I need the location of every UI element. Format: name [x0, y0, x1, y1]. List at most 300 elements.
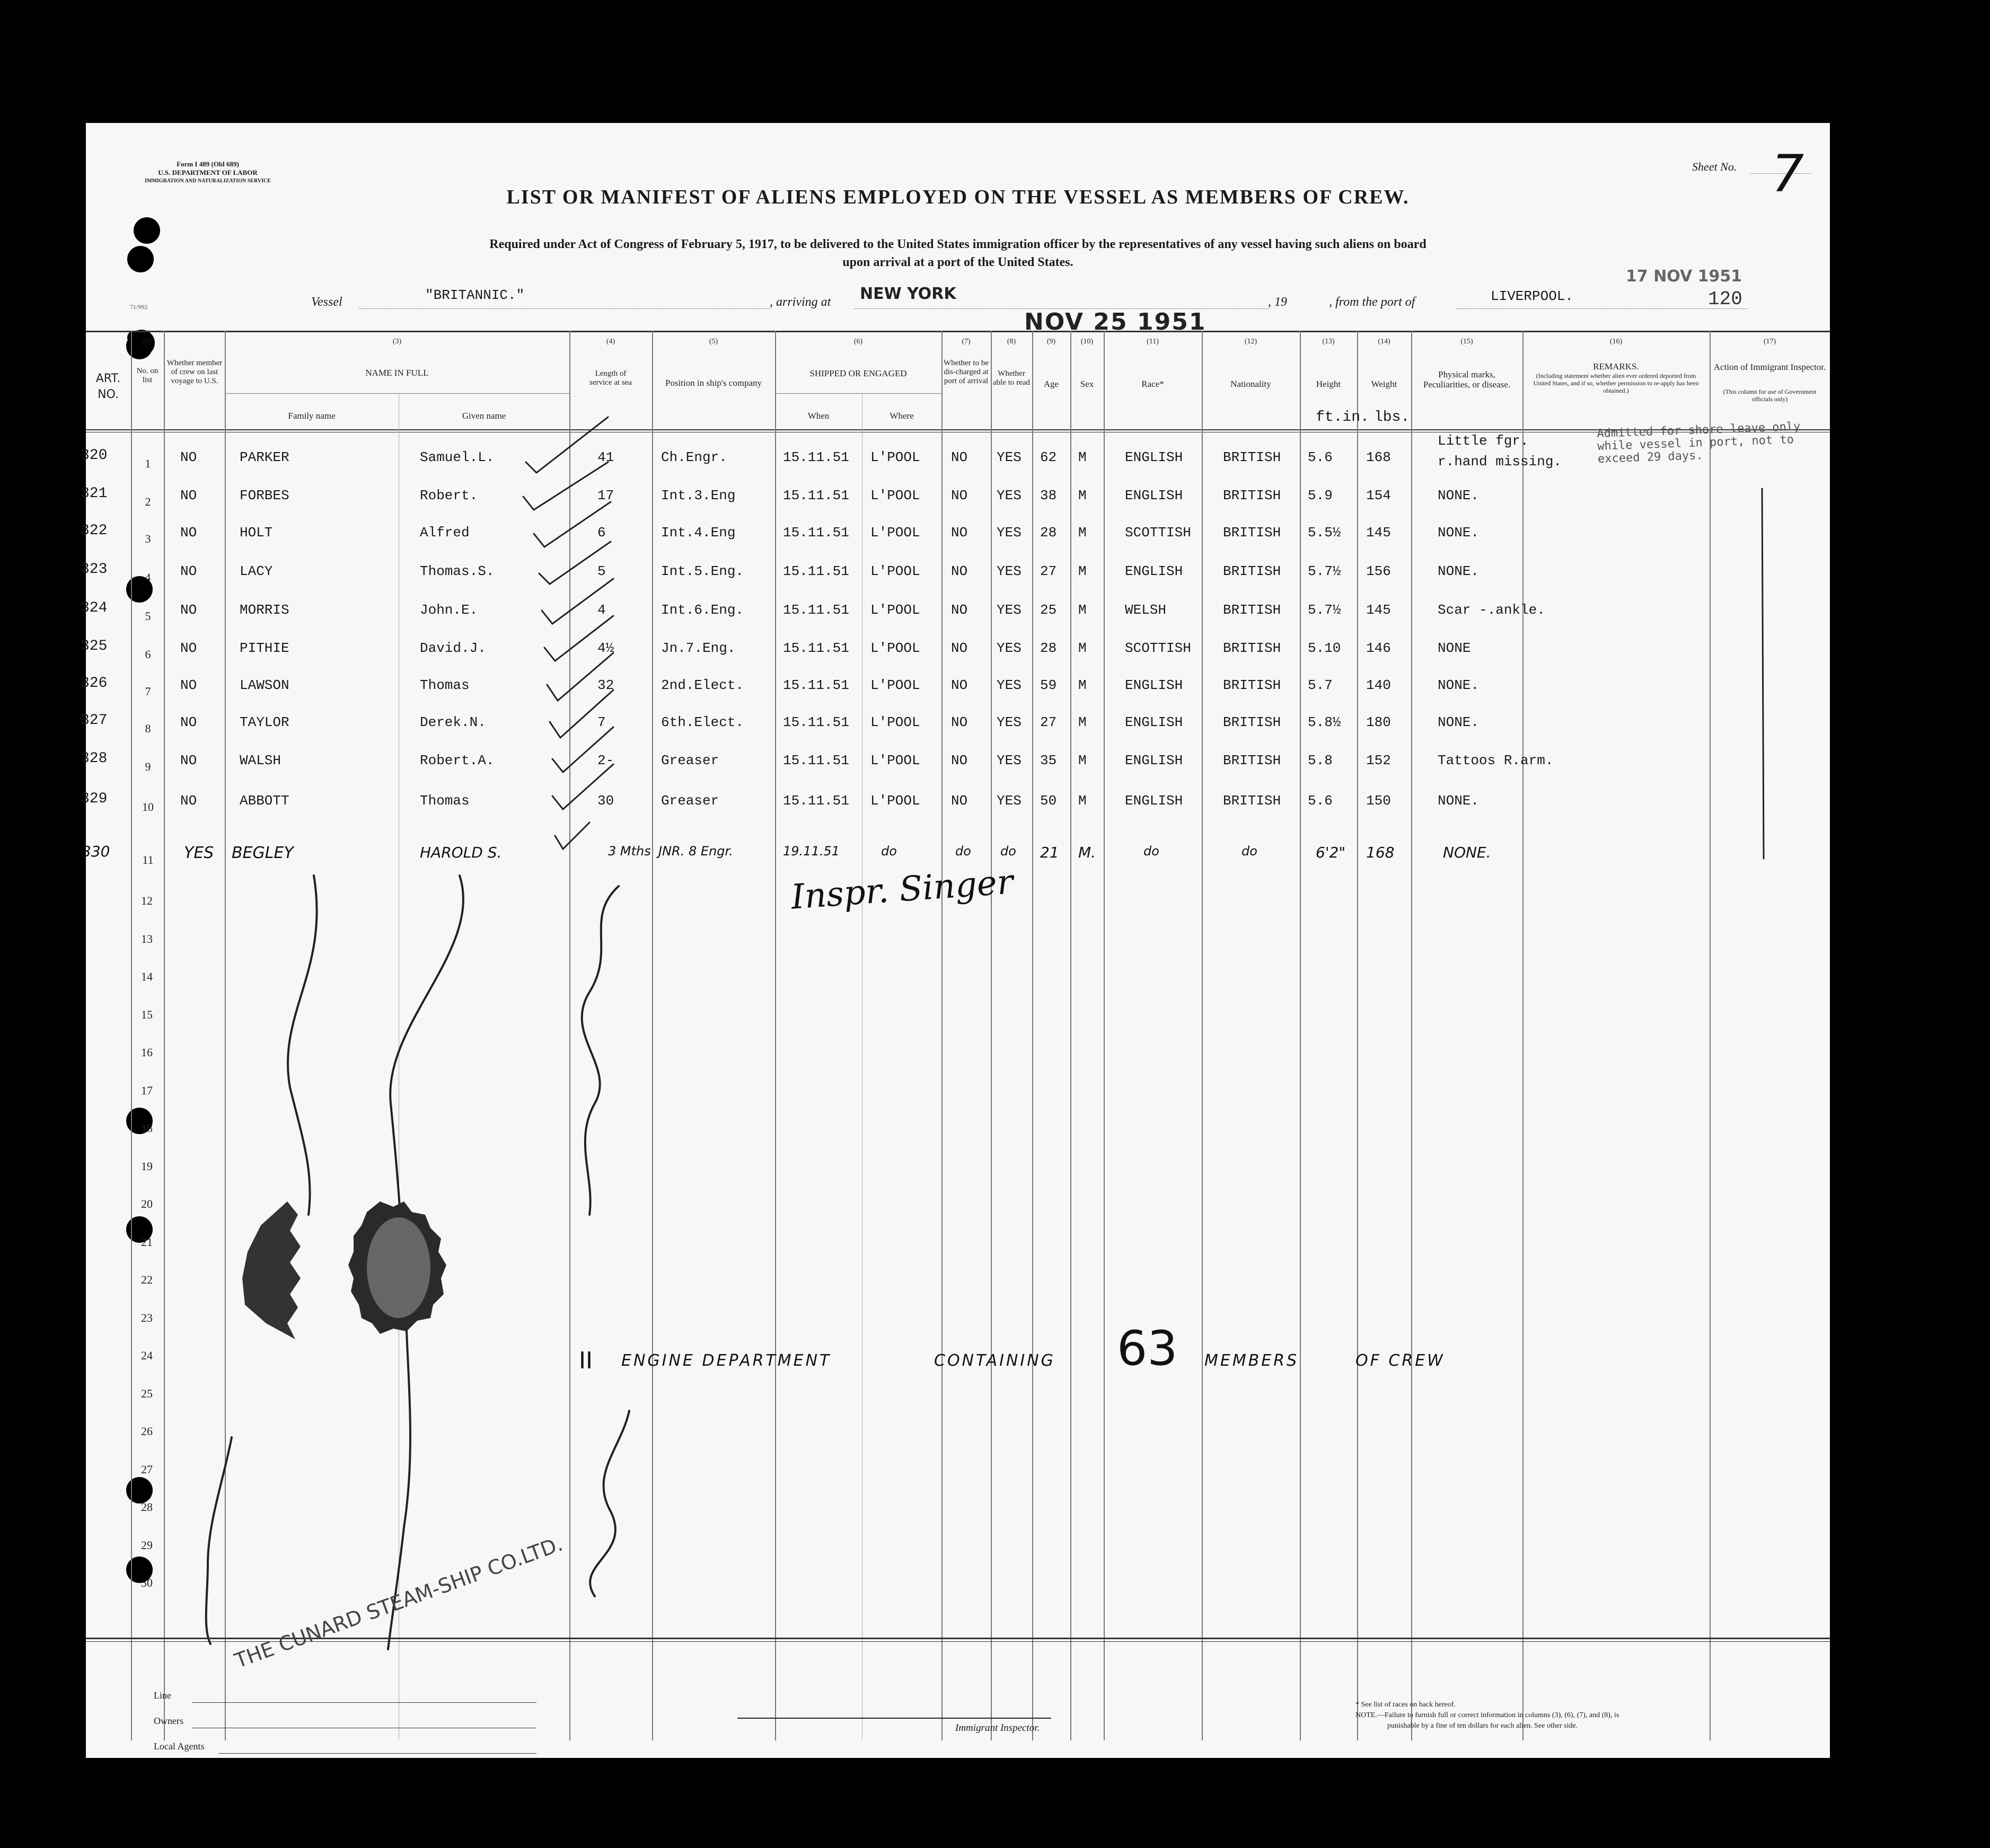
row-number: 20: [141, 1197, 153, 1210]
crew-last-voyage: NO: [180, 449, 197, 465]
art-number: 324: [81, 600, 108, 616]
shipped-engaged-header: SHIPPED OR ENGAGED: [809, 368, 907, 378]
column-number: (7): [962, 338, 971, 346]
age: 38: [1040, 488, 1057, 503]
members-text: MEMBERS: [1204, 1351, 1299, 1370]
height: 5.5½: [1308, 525, 1341, 541]
length-of-service: 30: [597, 793, 614, 809]
shipped-when: 19.11.51: [783, 844, 840, 859]
discharged: NO: [951, 488, 968, 503]
height: 5.9: [1308, 488, 1333, 503]
shipped-when: 15.11.51: [783, 793, 849, 809]
notary-seal-right: [348, 1201, 446, 1334]
shipped-when: 15.11.51: [783, 602, 849, 618]
given-name: Alfred: [420, 525, 470, 541]
physical-marks-continued: r.hand missing.: [1438, 454, 1562, 470]
row-number: 25: [141, 1386, 153, 1400]
shipped-where: L'POOL: [870, 449, 920, 465]
row-number: 9: [145, 760, 151, 773]
row-number: 21: [141, 1235, 153, 1249]
family-name: MORRIS: [240, 602, 289, 618]
age: 25: [1040, 602, 1057, 618]
sex: M: [1078, 449, 1087, 465]
page-title: LIST OR MANIFEST OF ALIENS EMPLOYED ON THE VESSEL AS MEMBERS OF CREW.: [506, 186, 1410, 208]
physical-marks: Tattoos R.arm.: [1438, 753, 1554, 768]
when-header: When: [807, 411, 830, 421]
able-to-read: YES: [997, 793, 1022, 809]
discharged: NO: [951, 714, 968, 730]
discharged: NO: [951, 563, 968, 579]
crew-last-voyage: NO: [180, 677, 197, 693]
age: 35: [1040, 753, 1057, 768]
length-of-service: 41: [597, 449, 614, 465]
length-of-service: 2-: [597, 753, 614, 768]
column-number: (4): [606, 338, 615, 346]
discharged: NO: [951, 753, 968, 768]
row-number: 18: [141, 1121, 153, 1135]
weight: 156: [1366, 563, 1391, 579]
check-mark: [526, 417, 608, 473]
races-note: * See list of races on back hereof.: [1355, 1701, 1456, 1709]
position: Jn.7.Eng.: [661, 640, 736, 656]
sex: M: [1078, 525, 1087, 541]
able-to-read: do: [1000, 844, 1016, 859]
race: ENGLISH: [1125, 677, 1183, 693]
position: Greaser: [661, 753, 719, 768]
position: Int.5.Eng.: [661, 563, 744, 579]
length-of-service: 32: [597, 677, 614, 693]
height-units: ft.in.: [1316, 409, 1369, 426]
shipped-where: do: [881, 844, 897, 859]
position: Int.4.Eng: [661, 525, 736, 541]
shipped-when: 15.11.51: [783, 677, 849, 693]
remarks-note: (Including statement whether alien ever ordered deported from United States, and if so, whether permission to re-apply has been obtained.): [1533, 372, 1699, 394]
department-numeral: II: [579, 1347, 593, 1374]
action-note: (This column for use of Government officials only): [1723, 388, 1817, 403]
given-name: Thomas: [420, 677, 470, 693]
able-to-read: YES: [997, 525, 1022, 541]
inspector-signature: Inspr. Singer: [789, 862, 1015, 917]
length-of-service: 7: [597, 714, 606, 730]
age-header: Age: [1043, 379, 1059, 389]
given-name: HAROLD S.: [420, 844, 502, 861]
column-number: (16): [1609, 338, 1623, 346]
age: 28: [1040, 525, 1057, 541]
departure-date-stamp: 17 NOV 1951: [1626, 267, 1742, 286]
age: 27: [1040, 563, 1057, 579]
nationality: BRITISH: [1223, 714, 1281, 730]
shipped-where: L'POOL: [870, 714, 920, 730]
year-label: , 19: [1268, 295, 1287, 309]
sex-header: Sex: [1080, 379, 1094, 389]
age: 21: [1040, 844, 1059, 861]
height: 5.8½: [1308, 714, 1341, 730]
column-number: (10): [1080, 338, 1094, 346]
age: 62: [1040, 449, 1057, 465]
sheet-number: 7: [1772, 144, 1804, 204]
physical-marks: NONE.: [1438, 793, 1480, 809]
position: Int.3.Eng: [661, 488, 736, 503]
race: ENGLISH: [1125, 449, 1183, 465]
crew-last-voyage: NO: [180, 753, 197, 768]
row-number: 29: [141, 1538, 153, 1552]
discharged: do: [955, 844, 971, 859]
shipped-where: L'POOL: [870, 563, 920, 579]
column-number: (6): [853, 338, 863, 346]
able-to-read: YES: [997, 563, 1022, 579]
shore-leave-remark: Admitted for shore leave only while vessel in port, not to exceed 29 days.: [1596, 420, 1801, 466]
nationality: BRITISH: [1223, 753, 1281, 768]
race: ENGLISH: [1125, 563, 1183, 579]
form-number: Form I 489 (Old 689): [177, 160, 239, 168]
physical-marks: Little fgr.: [1438, 433, 1529, 449]
given-name: Derek.N.: [420, 714, 486, 730]
physical-marks: NONE.: [1438, 488, 1480, 503]
art-number: 320: [81, 447, 108, 464]
able-read-header: Whether able to read: [993, 369, 1030, 387]
nationality: BRITISH: [1223, 525, 1281, 541]
race: ENGLISH: [1125, 793, 1183, 809]
sheet-label: Sheet No.: [1692, 160, 1737, 173]
age: 59: [1040, 677, 1057, 693]
height: 5.7½: [1308, 563, 1341, 579]
age: 28: [1040, 640, 1057, 656]
art-number: 321: [81, 485, 108, 502]
row-number: 24: [141, 1349, 153, 1362]
shipped-when: 15.11.51: [783, 488, 849, 503]
column-number: (15): [1460, 338, 1473, 346]
from-port-label: , from the port of: [1329, 295, 1415, 309]
length-of-service: 4: [597, 602, 606, 618]
row-number: 14: [141, 970, 153, 983]
no-on-list-header: No. on list: [136, 367, 159, 384]
length-of-service: 6: [597, 525, 606, 541]
physical-marks: NONE.: [1438, 525, 1480, 541]
containing-text: CONTAINING: [934, 1351, 1055, 1370]
column-number: (8): [1007, 338, 1016, 346]
family-name: ABBOTT: [240, 793, 289, 809]
row-number: 23: [141, 1311, 153, 1324]
physical-marks-header: Physical marks, Peculiarities, or disease.: [1423, 369, 1511, 390]
height: 5.7: [1308, 677, 1333, 693]
discharged: NO: [951, 640, 968, 656]
line-label: Line: [154, 1690, 171, 1701]
sex: M: [1078, 602, 1087, 618]
sex: M: [1078, 753, 1087, 768]
ditto-squiggle: [206, 1437, 232, 1644]
sex: M: [1078, 677, 1087, 693]
owners-label: Owners: [154, 1716, 183, 1726]
row-number: 12: [141, 894, 153, 907]
age: 50: [1040, 793, 1057, 809]
race: ENGLISH: [1125, 488, 1183, 503]
weight: 145: [1366, 525, 1391, 541]
position: Int.6.Eng.: [661, 602, 744, 618]
local-agents-label: Local Agents: [154, 1741, 205, 1752]
length-of-service: 17: [597, 488, 614, 503]
weight: 140: [1366, 677, 1391, 693]
row-number: 27: [141, 1462, 153, 1476]
check-mark: [547, 653, 613, 701]
crew-last-voyage: NO: [180, 714, 197, 730]
nationality: BRITISH: [1223, 640, 1281, 656]
shipped-where: L'POOL: [870, 677, 920, 693]
physical-marks: NONE.: [1438, 714, 1480, 730]
family-name: PARKER: [240, 449, 289, 465]
family-name: LACY: [240, 563, 273, 579]
height: 5.8: [1308, 753, 1333, 768]
able-to-read: YES: [997, 753, 1022, 768]
able-to-read: YES: [997, 714, 1022, 730]
nationality: BRITISH: [1223, 793, 1281, 809]
physical-marks: NONE.: [1438, 563, 1480, 579]
height: 6'2": [1316, 844, 1346, 861]
column-number: (11): [1147, 338, 1159, 346]
position: 6th.Elect.: [661, 714, 744, 730]
column-number: (5): [709, 338, 718, 346]
arriving-port: NEW YORK: [860, 285, 956, 303]
punch-hole: [126, 333, 153, 359]
row-number: 22: [141, 1273, 153, 1286]
penalty-note: NOTE.—Failure to furnish full or correct information in columns (3), (6), (7), and (8), is: [1355, 1711, 1619, 1719]
sex: M: [1078, 563, 1087, 579]
crew-last-voyage: NO: [180, 793, 197, 809]
height: 5.7½: [1308, 602, 1341, 618]
where-header: Where: [890, 411, 914, 421]
crew-count: 63: [1117, 1321, 1178, 1376]
race: ENGLISH: [1125, 714, 1183, 730]
height: 5.6: [1308, 793, 1333, 809]
row-number: 1: [145, 457, 151, 470]
race-header: Race*: [1141, 379, 1164, 389]
footer-notes: [1355, 1700, 1619, 1731]
crew-last-voyage-header: Whether member of crew on last voyage to U.S.: [166, 359, 223, 385]
art-number: 327: [81, 712, 108, 729]
sex: M: [1078, 640, 1087, 656]
position: JNR. 8 Engr.: [658, 844, 733, 859]
given-name: Robert.: [420, 488, 478, 503]
shipped-when: 15.11.51: [783, 640, 849, 656]
length-of-service: 4½: [597, 640, 614, 656]
check-mark: [550, 690, 613, 738]
shipped-when: 15.11.51: [783, 714, 849, 730]
given-name: Thomas: [420, 793, 470, 809]
column-number: (9): [1046, 338, 1056, 346]
crew-last-voyage: NO: [180, 488, 197, 503]
of-crew-text: OF CREW: [1355, 1351, 1445, 1370]
row-number: 4: [145, 571, 151, 584]
crew-last-voyage: NO: [180, 525, 197, 541]
art-no-header: ART. NO.: [95, 372, 121, 401]
sex: M.: [1078, 844, 1096, 861]
weight-header: Weight: [1371, 379, 1397, 389]
row-number: 13: [141, 932, 153, 945]
weight: 168: [1366, 449, 1391, 465]
shipped-where: L'POOL: [870, 793, 920, 809]
row-number: 2: [145, 495, 151, 508]
race: do: [1143, 844, 1159, 859]
column-number: (13): [1322, 338, 1335, 346]
weight: 145: [1366, 602, 1391, 618]
nationality: BRITISH: [1223, 449, 1281, 465]
column-number: (3): [392, 338, 402, 346]
nationality: BRITISH: [1223, 563, 1281, 579]
company-stamp: THE CUNARD STEAM-SHIP CO.LTD.: [231, 1532, 566, 1673]
page-reference: 120: [1708, 288, 1742, 310]
height: 5.6: [1308, 449, 1333, 465]
discharged: NO: [951, 793, 968, 809]
weight: 146: [1366, 640, 1391, 656]
given-name: Robert.A.: [420, 753, 495, 768]
art-number: 325: [81, 638, 108, 655]
crew-last-voyage: YES: [184, 844, 214, 862]
nationality: do: [1241, 844, 1257, 859]
sex: M: [1078, 714, 1087, 730]
arriving-label: , arriving at: [770, 295, 831, 309]
action-line: [1762, 489, 1764, 859]
nationality-header: Nationality: [1230, 379, 1271, 389]
art-number: 330: [82, 843, 110, 860]
ditto-squiggle: [388, 876, 463, 1649]
shipped-when: 15.11.51: [783, 753, 849, 768]
row-number: 6: [145, 648, 151, 661]
art-number: 328: [81, 750, 108, 767]
notary-seal-left: [242, 1201, 301, 1339]
shipped-where: L'POOL: [870, 488, 920, 503]
family-name: BEGLEY: [232, 844, 294, 862]
weight: 168: [1366, 844, 1395, 861]
physical-marks: Scar -.ankle.: [1438, 602, 1545, 618]
position: Greaser: [661, 793, 719, 809]
ditto-squiggle: [582, 886, 619, 1215]
punch-hole: [126, 1477, 153, 1504]
row-number: 15: [141, 1007, 153, 1021]
weight: 150: [1366, 793, 1391, 809]
department-name: U.S. DEPARTMENT OF LABOR: [158, 169, 258, 176]
page-subtitle: Required under Act of Congress of February 5, 1917, to be delivered to the United States immigration officer by the representatives of any vessel having such aliens on board upon arrival at a port of the United States.: [489, 237, 1427, 269]
shipped-when: 15.11.51: [783, 563, 849, 579]
from-port: LIVERPOOL.: [1491, 288, 1574, 304]
penalty-note-continued: punishable by a fine of ten dollars for each alien. See other side.: [1387, 1722, 1578, 1730]
family-name-header: Family name: [288, 411, 336, 421]
crew-last-voyage: NO: [180, 563, 197, 579]
physical-marks: NONE.: [1443, 844, 1491, 861]
position: Ch.Engr.: [661, 449, 727, 465]
discharged-header: Whether to be dis-charged at port of arrival: [944, 359, 989, 385]
shipped-where: L'POOL: [870, 525, 920, 541]
given-name: Samuel.L.: [420, 449, 495, 465]
row-number: 16: [141, 1046, 153, 1059]
check-mark-group: [523, 417, 613, 849]
ditto-squiggle: [590, 1411, 629, 1596]
position-header: Position in ship's company: [665, 378, 762, 388]
discharged: NO: [951, 602, 968, 618]
shipped-where: L'POOL: [870, 640, 920, 656]
sex: M: [1078, 793, 1087, 809]
crew-last-voyage: NO: [180, 602, 197, 618]
manifest-sheet: [81, 123, 1830, 1758]
able-to-read: YES: [997, 640, 1022, 656]
row-number: 7: [145, 685, 151, 698]
family-name: HOLT: [240, 525, 273, 541]
family-name: FORBES: [240, 488, 289, 503]
art-number: 326: [81, 675, 108, 692]
action-header: Action of Immigrant Inspector.: [1713, 362, 1826, 372]
arrival-date-stamp: NOV 25 1951: [1024, 308, 1207, 335]
inspector-label: Immigrant Inspector.: [955, 1722, 1040, 1734]
length-of-service: 3 Mths: [608, 844, 651, 859]
vessel-name: "BRITANNIC.": [425, 287, 525, 303]
physical-marks: NONE.: [1438, 677, 1480, 693]
art-number: 322: [81, 523, 108, 539]
discharged: NO: [951, 525, 968, 541]
family-name: TAYLOR: [240, 714, 289, 730]
weight: 154: [1366, 488, 1391, 503]
race: WELSH: [1125, 602, 1167, 618]
nationality: BRITISH: [1223, 488, 1281, 503]
discharged: NO: [951, 677, 968, 693]
able-to-read: YES: [997, 602, 1022, 618]
row-number: 28: [141, 1500, 153, 1514]
length-of-service: 5: [597, 563, 606, 579]
nationality: BRITISH: [1223, 602, 1281, 618]
race: SCOTTISH: [1125, 525, 1191, 541]
row-number: 3: [145, 532, 151, 545]
race: ENGLISH: [1125, 753, 1183, 768]
row-number: 5: [145, 609, 151, 623]
row-number: 26: [141, 1425, 153, 1438]
given-name: John.E.: [420, 602, 478, 618]
given-name: David.J.: [420, 640, 486, 656]
vessel-label: Vessel: [311, 295, 342, 309]
column-number: (14): [1378, 338, 1390, 346]
name-in-full-header: NAME IN FULL: [365, 368, 429, 378]
able-to-read: YES: [997, 677, 1022, 693]
row-number: 17: [141, 1083, 153, 1097]
shipped-where: L'POOL: [870, 602, 920, 618]
column-number: (12): [1244, 338, 1257, 346]
shipped-where: L'POOL: [870, 753, 920, 768]
shipped-when: 15.11.51: [783, 449, 849, 465]
family-name: PITHIE: [240, 640, 289, 656]
art-number: 323: [81, 561, 108, 578]
sex: M: [1078, 488, 1087, 503]
nationality: BRITISH: [1223, 677, 1281, 693]
weight-units: lbs.: [1374, 409, 1410, 426]
service-name: IMMIGRATION AND NATURALIZATION SERVICE: [145, 178, 271, 184]
row-number: 10: [142, 800, 154, 814]
length-service-header: Length of service at sea: [589, 369, 632, 387]
position: 2nd.Elect.: [661, 677, 744, 693]
column-number: (2): [143, 338, 152, 346]
check-mark: [555, 823, 589, 849]
row-number: 11: [142, 853, 154, 866]
shipped-when: 15.11.51: [783, 525, 849, 541]
able-to-read: YES: [997, 488, 1022, 503]
department-text: ENGINE DEPARTMENT: [621, 1351, 832, 1370]
weight: 180: [1366, 714, 1391, 730]
small-code: 71/992: [130, 303, 148, 311]
race: SCOTTISH: [1125, 640, 1191, 656]
art-number: 329: [81, 791, 108, 807]
age: 27: [1040, 714, 1057, 730]
column-number: (17): [1763, 338, 1776, 346]
remarks-header: REMARKS.: [1593, 361, 1639, 372]
physical-marks: NONE: [1438, 640, 1471, 656]
crew-last-voyage: NO: [180, 640, 197, 656]
given-name-header: Given name: [462, 411, 506, 421]
ditto-squiggle: [288, 876, 317, 1215]
